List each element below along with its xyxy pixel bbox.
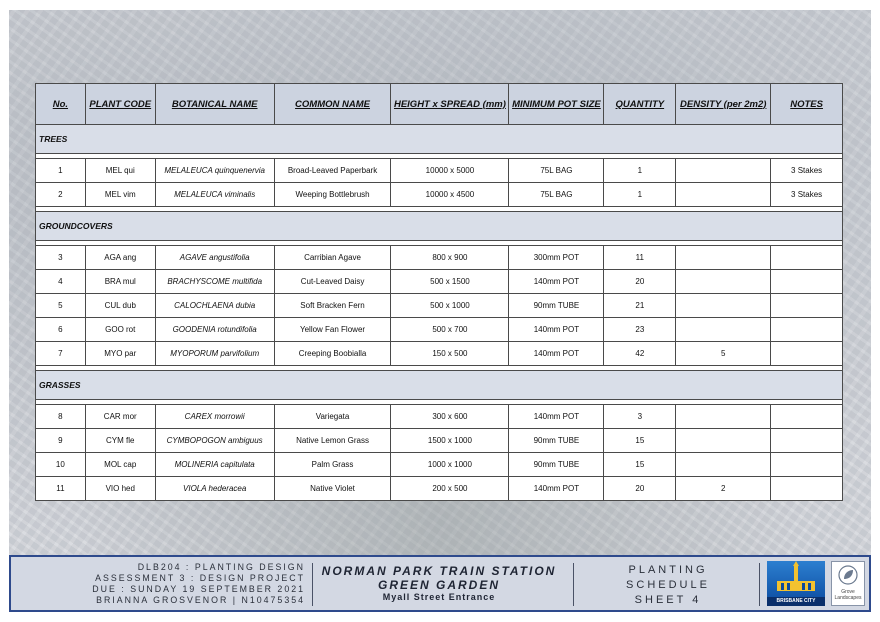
section-header-row [36, 125, 843, 154]
cell-qty: 23 [604, 318, 676, 342]
cell-pot: 140mm POT [509, 318, 604, 342]
cell-notes [771, 453, 843, 477]
cell-size: 1000 x 1000 [391, 453, 509, 477]
header-notes: NOTES [771, 84, 843, 125]
cell-size: 150 x 500 [391, 342, 509, 366]
table-row [36, 294, 843, 318]
brisbane-city-logo [767, 561, 825, 606]
course-info [17, 562, 305, 606]
cell-qty: 15 [604, 429, 676, 453]
cell-botanical: VIOLA hederacea [155, 477, 274, 501]
city-logo-text: BRISBANE CITY [776, 598, 816, 604]
table-header-row [36, 84, 843, 125]
cell-qty: 21 [604, 294, 676, 318]
city-hall-icon [767, 561, 825, 597]
cell-notes [771, 270, 843, 294]
cell-common: Carribian Agave [274, 246, 391, 270]
section-header-row [36, 212, 843, 241]
project-title [311, 564, 567, 603]
cell-botanical: AGAVE angustifolia [155, 246, 274, 270]
cell-code: CUL dub [85, 294, 155, 318]
cell-density [676, 405, 771, 429]
cell-size: 500 x 1500 [391, 270, 509, 294]
cell-botanical: CYMBOPOGON ambiguus [155, 429, 274, 453]
cell-code: MYO par [85, 342, 155, 366]
cell-code: MOL cap [85, 453, 155, 477]
cell-pot: 140mm POT [509, 405, 604, 429]
title-block [9, 555, 871, 612]
section-title: GRASSES [36, 371, 843, 400]
cell-common: Soft Bracken Fern [274, 294, 391, 318]
table-row [36, 270, 843, 294]
table-row [36, 477, 843, 501]
sheet-line-3: SHEET 4 [634, 594, 702, 606]
leaf-icon [832, 562, 864, 588]
sheet-line-1: PLANTING [628, 564, 708, 576]
cell-code: GOO rot [85, 318, 155, 342]
cell-no: 2 [36, 183, 86, 207]
cell-botanical: GOODENIA rotundifolia [155, 318, 274, 342]
section-title: GROUNDCOVERS [36, 212, 843, 241]
cell-notes [771, 318, 843, 342]
cell-no: 7 [36, 342, 86, 366]
cell-no: 8 [36, 405, 86, 429]
cell-no: 1 [36, 159, 86, 183]
cell-qty: 1 [604, 183, 676, 207]
cell-common: Native Violet [274, 477, 391, 501]
header-density: DENSITY (per 2m2) [676, 84, 771, 125]
header-botanical-name: BOTANICAL NAME [155, 84, 274, 125]
cell-notes: 3 Stakes [771, 159, 843, 183]
cell-qty: 20 [604, 477, 676, 501]
cell-pot: 75L BAG [509, 183, 604, 207]
cell-no: 3 [36, 246, 86, 270]
cell-density [676, 318, 771, 342]
cell-density [676, 429, 771, 453]
course-line: DLB204 : PLANTING DESIGN [137, 562, 305, 572]
cell-common: Cut-Leaved Daisy [274, 270, 391, 294]
cell-code: VIO hed [85, 477, 155, 501]
cell-qty: 20 [604, 270, 676, 294]
table-row [36, 453, 843, 477]
cell-no: 4 [36, 270, 86, 294]
cell-size: 10000 x 4500 [391, 183, 509, 207]
cell-notes: 3 Stakes [771, 183, 843, 207]
cell-common: Broad-Leaved Paperbark [274, 159, 391, 183]
project-location: Myall Street Entrance [382, 592, 496, 602]
cell-density [676, 159, 771, 183]
divider [573, 563, 574, 606]
section-title: TREES [36, 125, 843, 154]
grove-logo-text: Grove Landscapes [834, 589, 862, 601]
cell-density: 5 [676, 342, 771, 366]
cell-no: 10 [36, 453, 86, 477]
cell-size: 500 x 700 [391, 318, 509, 342]
cell-notes [771, 342, 843, 366]
cell-size: 1500 x 1000 [391, 429, 509, 453]
table-row [36, 159, 843, 183]
header-quantity: QUANTITY [604, 84, 676, 125]
cell-code: MEL qui [85, 159, 155, 183]
cell-botanical: MELALEUCA viminalis [155, 183, 274, 207]
cell-qty: 1 [604, 159, 676, 183]
cell-no: 5 [36, 294, 86, 318]
table-row [36, 246, 843, 270]
header-common-name: COMMON NAME [274, 84, 391, 125]
cell-density [676, 246, 771, 270]
cell-size: 500 x 1000 [391, 294, 509, 318]
cell-notes [771, 246, 843, 270]
cell-code: AGA ang [85, 246, 155, 270]
cell-botanical: BRACHYSCOME multifida [155, 270, 274, 294]
cell-notes [771, 477, 843, 501]
cell-common: Weeping Bottlebrush [274, 183, 391, 207]
table-row [36, 183, 843, 207]
cell-common: Creeping Boobialla [274, 342, 391, 366]
grove-landscapes-logo [831, 561, 865, 606]
cell-size: 800 x 900 [391, 246, 509, 270]
cell-density [676, 453, 771, 477]
cell-common: Variegata [274, 405, 391, 429]
cell-code: MEL vim [85, 183, 155, 207]
cell-density: 2 [676, 477, 771, 501]
table-row [36, 405, 843, 429]
cell-botanical: CALOCHLAENA dubia [155, 294, 274, 318]
cell-botanical: MELALEUCA quinquenervia [155, 159, 274, 183]
project-subtitle: GREEN GARDEN [377, 578, 500, 592]
cell-pot: 90mm TUBE [509, 453, 604, 477]
header-no: No. [36, 84, 86, 125]
table-row [36, 429, 843, 453]
cell-size: 200 x 500 [391, 477, 509, 501]
cell-pot: 140mm POT [509, 342, 604, 366]
assessment-line: ASSESSMENT 3 : DESIGN PROJECT [95, 573, 305, 583]
section-header-row [36, 371, 843, 400]
cell-pot: 75L BAG [509, 159, 604, 183]
cell-notes [771, 429, 843, 453]
table-row [36, 318, 843, 342]
header-height-spread: HEIGHT x SPREAD (mm) [391, 84, 509, 125]
cell-qty: 42 [604, 342, 676, 366]
table-row [36, 342, 843, 366]
cell-common: Native Lemon Grass [274, 429, 391, 453]
cell-code: CAR mor [85, 405, 155, 429]
cell-no: 9 [36, 429, 86, 453]
student-line: BRIANNA GROSVENOR | N10475354 [96, 595, 305, 605]
cell-common: Palm Grass [274, 453, 391, 477]
cell-density [676, 183, 771, 207]
table-body [36, 125, 843, 501]
project-name: NORMAN PARK TRAIN STATION [321, 564, 557, 578]
cell-size: 10000 x 5000 [391, 159, 509, 183]
due-date-line: DUE : SUNDAY 19 SEPTEMBER 2021 [92, 584, 305, 594]
cell-size: 300 x 600 [391, 405, 509, 429]
cell-pot: 140mm POT [509, 270, 604, 294]
cell-pot: 90mm TUBE [509, 294, 604, 318]
header-plant-code: PLANT CODE [85, 84, 155, 125]
cell-qty: 15 [604, 453, 676, 477]
sheet-line-2: SCHEDULE [626, 579, 710, 591]
planting-schedule-table [35, 83, 843, 501]
sheet-title [587, 563, 749, 608]
cell-qty: 11 [604, 246, 676, 270]
cell-botanical: CAREX morrowii [155, 405, 274, 429]
cell-code: BRA mul [85, 270, 155, 294]
divider [759, 563, 760, 606]
cell-code: CYM fle [85, 429, 155, 453]
cell-notes [771, 405, 843, 429]
cell-pot: 140mm POT [509, 477, 604, 501]
cell-botanical: MOLINERIA capitulata [155, 453, 274, 477]
cell-notes [771, 294, 843, 318]
cell-density [676, 294, 771, 318]
cell-no: 6 [36, 318, 86, 342]
header-pot-size: MINIMUM POT SIZE [509, 84, 604, 125]
cell-botanical: MYOPORUM parvifolium [155, 342, 274, 366]
cell-pot: 90mm TUBE [509, 429, 604, 453]
cell-pot: 300mm POT [509, 246, 604, 270]
cell-density [676, 270, 771, 294]
cell-common: Yellow Fan Flower [274, 318, 391, 342]
cell-qty: 3 [604, 405, 676, 429]
cell-no: 11 [36, 477, 86, 501]
